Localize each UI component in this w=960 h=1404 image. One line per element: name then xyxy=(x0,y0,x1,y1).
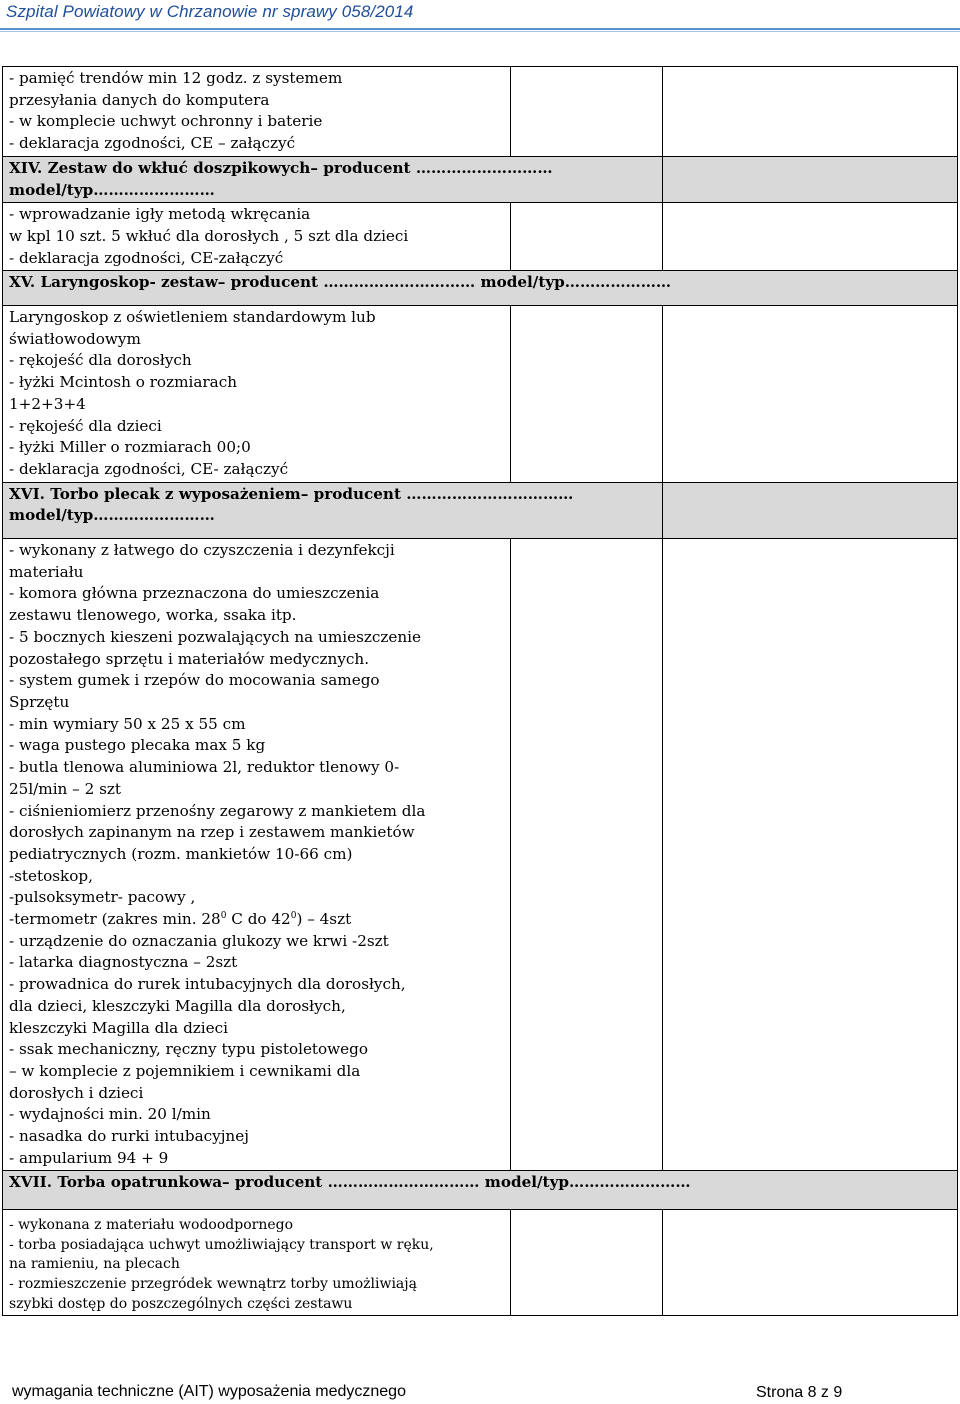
text-line: dorosłych zapinanym na rzep i zestawem mankietów xyxy=(9,823,415,842)
text-line: - butla tlenowa aluminiowa 2l, reduktor tlenowy 0- xyxy=(9,758,400,777)
text-line: dorosłych i dzieci xyxy=(9,1083,144,1102)
spec-text xyxy=(3,203,510,270)
text-line: - komora główna przeznaczona do umieszczenia xyxy=(9,584,380,603)
text-line: - w komplecie uchwyt ochronny i baterie xyxy=(9,112,323,131)
text-line: - wprowadzanie igły metodą wkręcania xyxy=(9,205,311,224)
text-line: – w komplecie z pojemnikiem i cewnikami dla xyxy=(9,1061,361,1080)
text-line: Sprzętu xyxy=(9,692,70,711)
text-line: - rękojeść dla dzieci xyxy=(9,416,162,435)
section-header-row xyxy=(3,1171,958,1210)
notes-cell[interactable] xyxy=(663,203,958,271)
text-line: 1+2+3+4 xyxy=(9,394,86,413)
section-header-row xyxy=(3,271,958,306)
text-line: - ampularium 94 + 9 xyxy=(9,1148,169,1167)
response-cell[interactable] xyxy=(511,203,663,271)
text-line: zestawu tlenowego, worka, ssaka itp. xyxy=(9,606,297,625)
text-line: - ssak mechaniczny, ręczny typu pistoletowego xyxy=(9,1040,369,1059)
header-divider-thin xyxy=(0,31,960,32)
response-cell[interactable] xyxy=(511,306,663,483)
text-line: - deklaracja zgodności, CE-załączyć xyxy=(9,248,284,267)
text-line: - wykonana z materiału wodoodpornego xyxy=(9,1217,294,1234)
text-line: - system gumek i rzepów do mocowania samego xyxy=(9,671,380,690)
text-line: dla dzieci, kleszczyki Magilla dla dorosłych, xyxy=(9,996,346,1015)
spec-table xyxy=(2,66,958,1316)
text-line: - rozmieszczenie przegródek wewnątrz torby umożliwiają xyxy=(9,1275,417,1292)
footer-page-number: Strona 8 z 9 xyxy=(756,1384,843,1401)
text-line: XIV. Zestaw do wkłuć doszpikowych– producent ……………………… xyxy=(9,158,553,177)
notes-cell[interactable] xyxy=(663,539,958,1171)
response-cell[interactable] xyxy=(511,1210,663,1316)
section-title xyxy=(3,271,957,295)
footer-document-title: wymagania techniczne (AIT) wyposażenia medycznego xyxy=(12,1383,406,1400)
text-line: przesyłania danych do komputera xyxy=(9,90,270,109)
text-line: kleszczyki Magilla dla dzieci xyxy=(9,1018,228,1037)
text-line: - łyżki Miller o rozmiarach 00;0 xyxy=(9,438,251,457)
text-line: - łyżki Mcintosh o rozmiarach xyxy=(9,373,237,392)
text-line: - rękojeść dla dorosłych xyxy=(9,351,192,370)
spec-text xyxy=(3,67,510,156)
table-row xyxy=(3,67,958,157)
table-row xyxy=(3,203,958,271)
section-title xyxy=(3,1171,957,1195)
text-line: pediatrycznych (rozm. mankietów 10-66 cm) xyxy=(9,844,353,863)
notes-cell[interactable] xyxy=(663,67,958,157)
text-line: model/typ…………………… xyxy=(9,180,215,199)
text-line: -stetoskop, xyxy=(9,866,93,885)
thermometer-line: -termometr (zakres min. $28^0$ C do $42^0) - 4szt$ xyxy=(9,910,352,929)
text-line: w kpl 10 szt. 5 wkłuć dla dorosłych , 5 szt dla dzieci xyxy=(9,226,409,245)
text-line: światłowodowym xyxy=(9,329,141,348)
text-line: szybki dostęp do poszczególnych części zestawu xyxy=(9,1295,353,1312)
notes-cell[interactable] xyxy=(663,306,958,483)
section-title xyxy=(3,157,662,202)
text-line: - latarka diagnostyczna – 2szt xyxy=(9,953,238,972)
text-line: - urządzenie do oznaczania glukozy we krwi -2szt xyxy=(9,931,389,950)
spec-text xyxy=(3,539,510,1170)
page-header-title: Szpital Powiatowy w Chrzanowie nr sprawy 058/2014 xyxy=(6,2,414,21)
text-line: model/typ…………………… xyxy=(9,506,215,525)
text-line: 25l/min – 2 szt xyxy=(9,779,121,798)
text-line: - deklaracja zgodności, CE- załączyć xyxy=(9,459,289,478)
table-row xyxy=(3,306,958,483)
table-row xyxy=(3,539,958,1171)
text-line: - 5 bocznych kieszeni pozwalających na umieszczenie xyxy=(9,627,422,646)
text-line: - min wymiary 50 x 25 x 55 cm xyxy=(9,714,246,733)
response-cell[interactable] xyxy=(511,539,663,1171)
text-line: XVII. Torba opatrunkowa– producent ………………………… model/typ…………………… xyxy=(9,1173,691,1192)
text-line: materiału xyxy=(9,562,84,581)
text-line: XVI. Torbo plecak z wyposażeniem– producent …………………………… xyxy=(9,484,574,503)
text-line: Laryngoskop z oświetleniem standardowym lub xyxy=(9,308,376,327)
spec-text xyxy=(3,1210,510,1315)
section-header-row xyxy=(3,482,958,538)
text-line: - pamięć trendów min 12 godz. z systemem xyxy=(9,69,343,87)
header-divider xyxy=(0,28,960,30)
text-line: XV. Laryngoskop- zestaw– producent ………………………… model/typ………………… xyxy=(9,273,672,292)
spec-text xyxy=(3,306,510,482)
section-title xyxy=(3,483,662,528)
text-line: na ramieniu, na plecach xyxy=(9,1256,180,1273)
text-line: - ciśnieniomierz przenośny zegarowy z mankietem dla xyxy=(9,801,426,820)
text-line: - torba posiadająca uchwyt umożliwiający transport w ręku, xyxy=(9,1236,434,1253)
response-cell[interactable] xyxy=(511,67,663,157)
text-line: - waga pustego plecaka max 5 kg xyxy=(9,736,266,755)
text-line: - deklaracja zgodności, CE – załączyć xyxy=(9,134,296,153)
section-header-row xyxy=(3,156,958,202)
text-line: - nasadka do rurki intubacyjnej xyxy=(9,1127,249,1146)
notes-cell[interactable] xyxy=(663,1210,958,1316)
text-line: pozostałego sprzętu i materiałów medycznych. xyxy=(9,649,370,668)
text-line: - wykonany z łatwego do czyszczenia i dezynfekcji xyxy=(9,541,395,560)
table-row xyxy=(3,1210,958,1316)
text-line: -pulsoksymetr- pacowy , xyxy=(9,888,196,907)
text-line: - prowadnica do rurek intubacyjnych dla dorosłych, xyxy=(9,975,406,994)
text-line: - wydajności min. 20 l/min xyxy=(9,1105,211,1124)
